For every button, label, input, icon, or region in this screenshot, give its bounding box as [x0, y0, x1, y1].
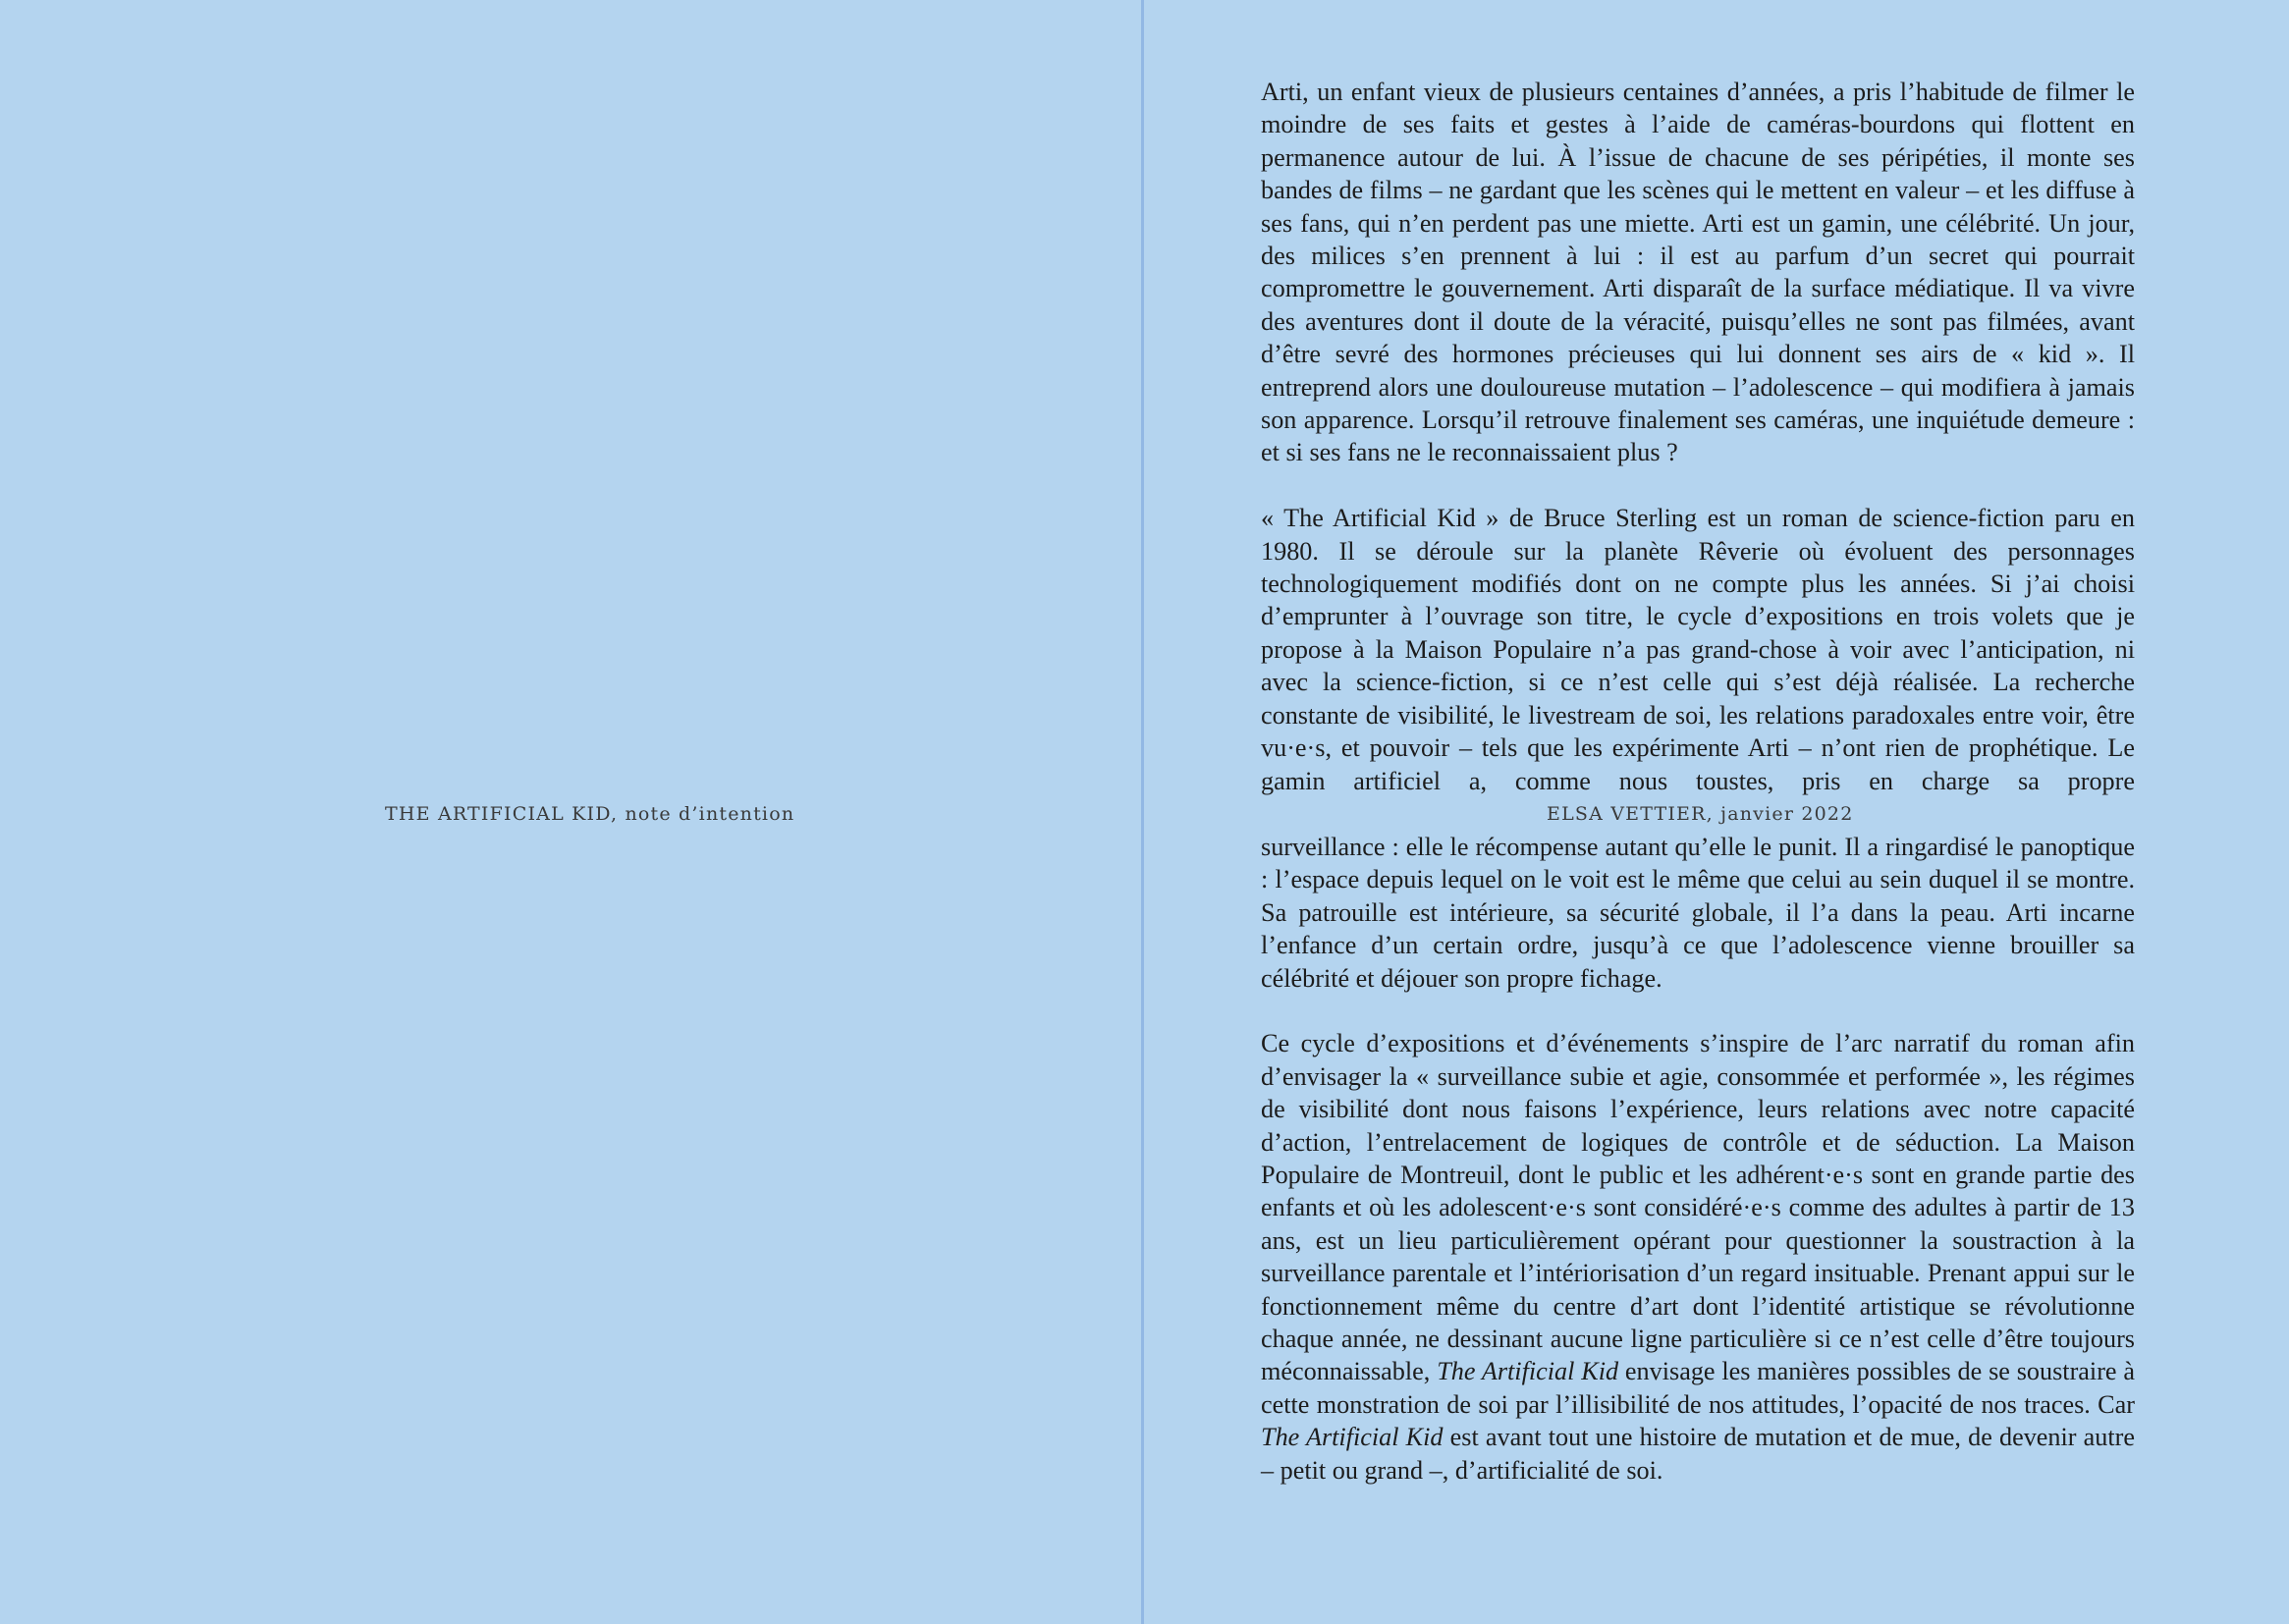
paragraph-3	[1261, 1027, 2135, 1487]
paragraph-2-start: « The Artificial Kid » de Bruce Sterling est un roman de science-fiction paru en 1980. Il se déroule sur la planète Rêverie où évoluent des personnages technologiquement modifiés dont on ne compte plus les années. Si j’ai choisi d’emprunter à l’ouvrage son titre, le cycle d’expositions en trois volets que je propose à la Maison Populaire n’a pas grand-chose à voir avec l’anticipation, ni avec la science-fiction, si ce n’est celle qui s’est déjà réalisée. La recherche constante de visibilité, le livestream de soi, les relations paradoxales entre voir, être vu·e·s, et pouvoir – tels que les expérimente Arti – n’ont rien de prophétique. Le gamin artificiel a, comme nous toustes, pris en charge sa propre	[1261, 504, 2135, 795]
running-title: THE ARTIFICIAL KID, note d’intention	[385, 803, 795, 825]
paragraph-2-end: surveillance : elle le récompense autant qu’elle le punit. Il a ringardisé le panoptique : l’espace depuis lequel on le voit est le même que celui au sein duquel il se montre. Sa patrouille est intérieure, sa sécurité globale, il l’a dans la peau. Arti incarne l’enfance d’un certain ordre, jusqu’à ce que l’adolescence vienne brouiller sa célébrité et déjouer son propre fichage.	[1261, 833, 2135, 993]
paragraph-3-part-3: est avant tout une histoire de mutation et de mue, de devenir autre – petit ou grand –, d’artificialité de soi.	[1261, 1423, 2136, 1485]
paragraph-3-part-1: Ce cycle d’expositions et d’événements s’inspire de l’arc narratif du roman afin d’envisager la « surveillance subie et agie, consommée et performée », les régimes de visibilité dont nous faisons l’expérience, leurs relations avec notre capacité d’action, l’entrelacement de logiques de contrôle et de séduction. La Maison Populaire de Montreuil, dont le public et les adhérent·e·s sont en grande partie des enfants et où les adolescent·e·s sont considéré·e·s comme des adultes à partir de 13 ans, est un lieu particulièrement opérant pour questionner la soustraction à la surveillance parentale et l’intériorisation d’un regard insituable. Prenant appui sur le fonctionnement même du centre d’art dont l’identité artistique se révolutionne chaque année, ne dessinant aucune ligne particulière si ce n’est celle d’être toujours méconnaissable,	[1261, 1029, 2135, 1386]
paragraph-spacer	[1261, 995, 2135, 1027]
book-title-italic: The Artificial Kid	[1437, 1357, 1619, 1386]
left-page	[0, 0, 1142, 1624]
text-block-lower	[1261, 831, 2135, 1487]
paragraph-1: Arti, un enfant vieux de plusieurs centaines d’années, a pris l’habitude de filmer le moindre de ses faits et gestes à l’aide de caméras-bourdons qui flottent en permanence autour de lui. À l’issue de chacune de ses péripéties, il monte ses bandes de films – ne gardant que les scènes qui le mettent en valeur – et les diffuse à ses fans, qui n’en perdent pas une miette. Arti est un gamin, une célébrité. Un jour, des milices s’en prennent à lui : il est au parfum d’un secret qui pourrait compromettre le gouvernement. Arti disparaît de la surface médiatique. Il va vivre des aventures dont il doute de la véracité, puisqu’elles ne sont pas filmées, avant d’être sevré des hormones précieuses qui lui donnent ses airs de « kid ». Il entreprend alors une douloureuse mutation – l’adolescence – qui modifiera à jamais son apparence. Lorsqu’il retrouve finalement ses caméras, une inquiétude demeure : et si ses fans ne le reconnaissaient plus ?	[1261, 78, 2135, 467]
paragraph-3-part-2: envisage les manières possibles de se soustraire à cette monstration de soi par l’illisibilité de nos attitudes, l’opacité de nos traces. Car	[1261, 1357, 2136, 1419]
right-page	[1144, 0, 2289, 1624]
paragraph-spacer	[1261, 469, 2135, 502]
text-block-upper	[1261, 76, 2135, 797]
book-title-italic: The Artificial Kid	[1261, 1423, 1444, 1452]
author-line: ELSA VETTIER, janvier 2022	[1547, 803, 1854, 825]
